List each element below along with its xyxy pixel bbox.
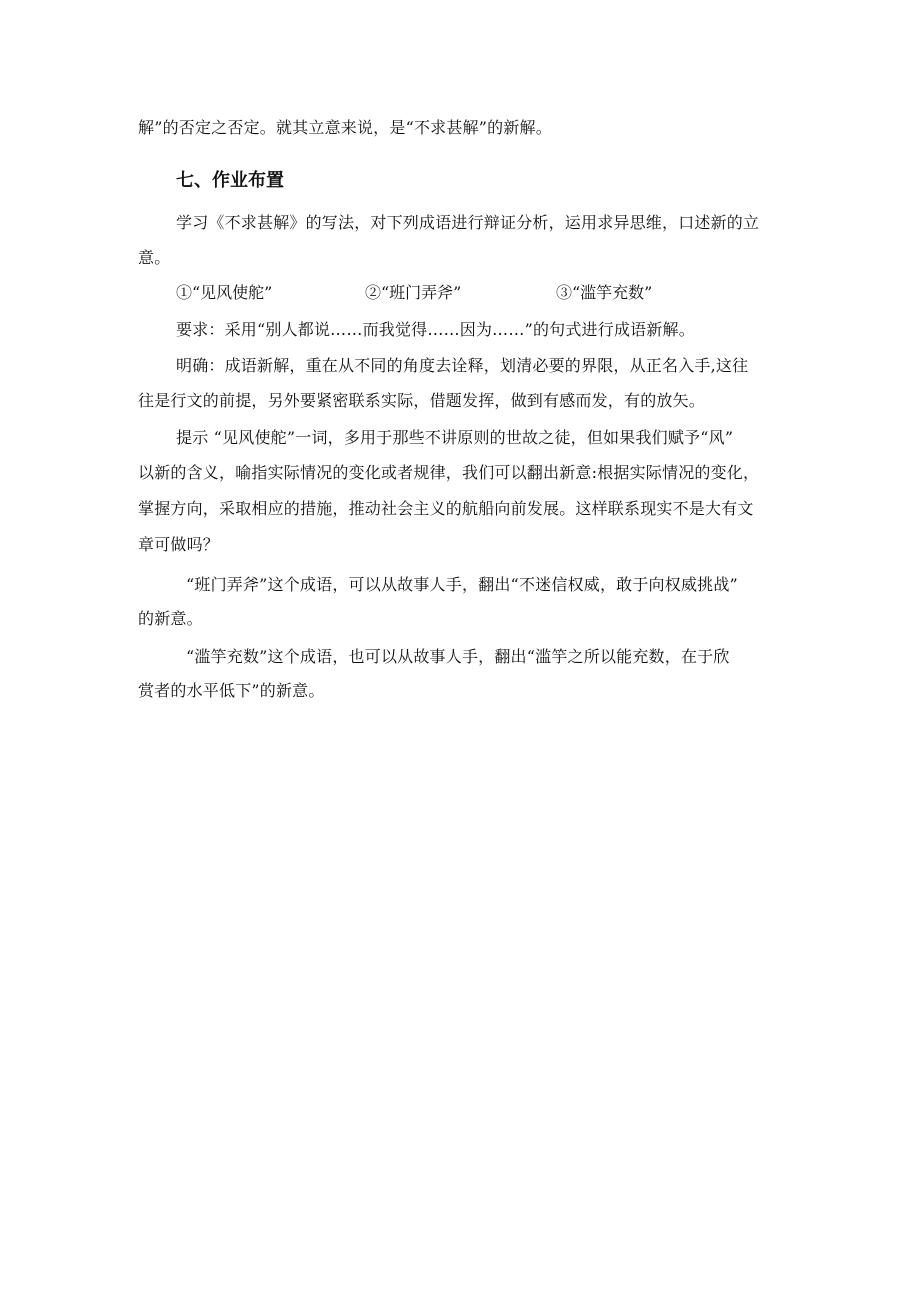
hint-paragraph-line-1: 提示 “见风使舵”一词，多用于那些不讲原则的世故之徒，但如果我们赋予“风”: [176, 428, 734, 447]
clarify-paragraph-line-2: 往是行文的前提，另外要紧密联系实际，借题发挥，做到有感而发，有的放矢。: [138, 391, 706, 410]
section-title: 七、作业布置: [176, 170, 284, 191]
lanyu-paragraph-line-1: “滥竽充数”这个成语，也可以从故事人手，翻出“滥竽之所以能充数，在于欣: [186, 647, 730, 666]
idiom-option-1: ①“见风使舵”: [176, 283, 273, 302]
lanyu-paragraph-line-2: 赏者的水平低下”的新意。: [138, 681, 325, 700]
clarify-paragraph-line-1: 明确：成语新解，重在从不同的角度去诠释，划清必要的界限，从正名入手,这往: [176, 356, 749, 375]
assignment-paragraph-line-1: 学习《不求甚解》的写法，对下列成语进行辩证分析，运用求异思维，口述新的立: [176, 213, 760, 232]
banmen-paragraph-line-1: “班门弄斧”这个成语，可以从故事人手，翻出“不迷信权威，敢于向权威挑战”: [186, 575, 738, 594]
banmen-paragraph-line-2: 的新意。: [138, 609, 203, 628]
idiom-option-2: ②“班门弄斧”: [365, 283, 462, 302]
assignment-paragraph-line-2: 意。: [138, 248, 171, 267]
hint-paragraph-line-3: 掌握方向，采取相应的措施，推动社会主义的航船向前发展。这样联系现实不是大有文: [138, 499, 754, 518]
hint-paragraph-line-2: 以新的含义，喻指实际情况的变化或者规律，我们可以翻出新意:根据实际情况的变化，: [138, 463, 760, 482]
idiom-option-3: ③“滥竽充数”: [556, 283, 653, 302]
carryover-paragraph-line: 解”的否定之否定。就其立意来说，是“不求甚解”的新解。: [138, 118, 552, 137]
hint-paragraph-line-4: 章可做吗？: [138, 535, 220, 554]
requirement-line: 要求：采用“别人都说……而我觉得……因为……”的句式进行成语新解。: [176, 320, 695, 339]
